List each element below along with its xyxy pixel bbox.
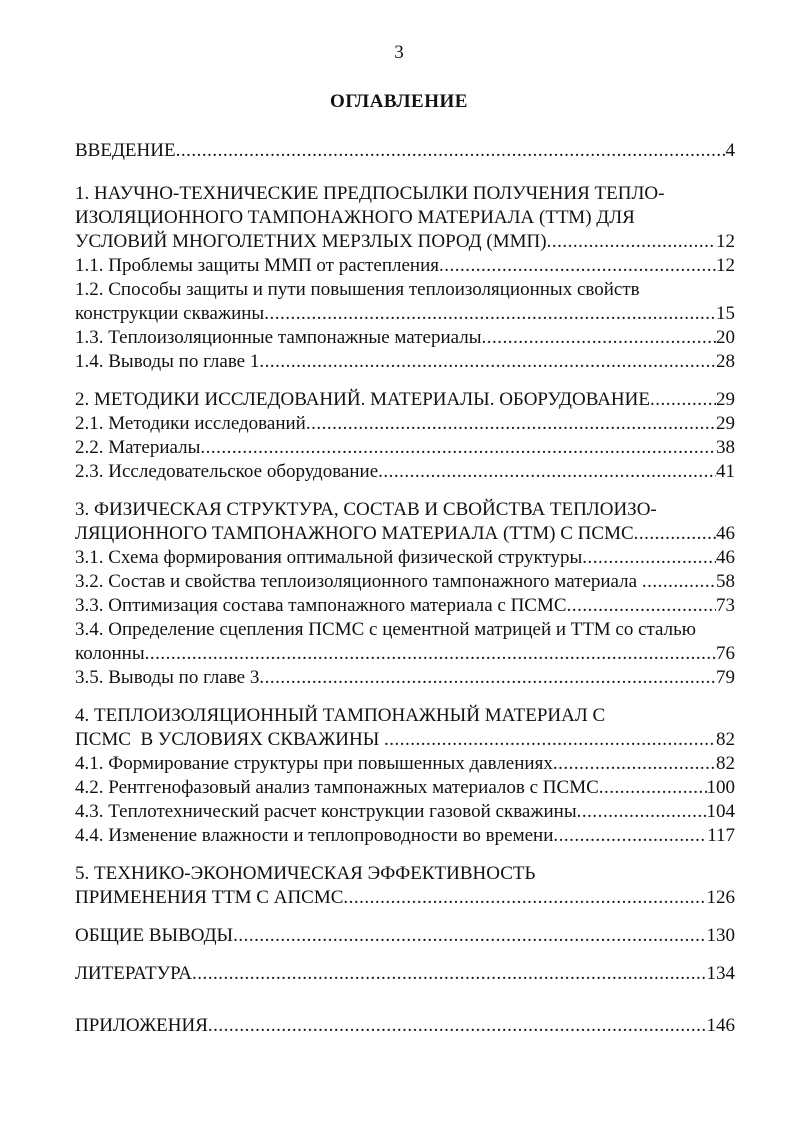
toc-heading-line (75, 618, 735, 642)
toc-entry-text: 2. МЕТОДИКИ ИССЛЕДОВАНИЙ. МАТЕРИАЛЫ. ОБОРУДОВАНИЕ (75, 389, 650, 410)
toc-entry (75, 436, 735, 460)
toc-page-number: 117 (707, 825, 735, 846)
page-number: 3 (394, 42, 404, 63)
toc-page-number: 100 (706, 777, 735, 798)
toc-page-number: 126 (706, 887, 735, 908)
dot-leader (264, 302, 716, 326)
toc-page-number: 4 (725, 140, 735, 161)
toc-entry (75, 254, 735, 278)
dot-leader (650, 388, 716, 412)
toc-entry-text: 3. ФИЗИЧЕСКАЯ СТРУКТУРА, СОСТАВ И СВОЙСТВА ТЕПЛОИЗО- (75, 499, 657, 520)
dot-leader (200, 436, 716, 460)
toc-entry (75, 388, 735, 412)
toc-entry-text: 3.2. Состав и свойства теплоизоляционного тампонажного материала (75, 571, 642, 592)
toc-page-number: 82 (716, 753, 735, 774)
dot-leader (259, 350, 716, 374)
toc-entry-text: 1.3. Теплоизоляционные тампонажные материалы (75, 327, 482, 348)
toc-entry-text: 2.3. Исследовательское оборудование (75, 461, 379, 482)
toc-entry-text: конструкции скважины (75, 303, 265, 324)
toc-entry (75, 326, 735, 350)
toc-entry (75, 642, 735, 666)
toc-entry (75, 546, 735, 570)
toc-entry-text: 1. НАУЧНО-ТЕХНИЧЕСКИЕ ПРЕДПОСЫЛКИ ПОЛУЧЕНИЯ ТЕПЛО- (75, 183, 665, 204)
toc-entry (75, 302, 735, 326)
toc-page-number: 20 (716, 327, 735, 348)
toc-entry-text: колонны (75, 643, 145, 664)
dot-leader (192, 962, 707, 986)
toc-page-number: 12 (716, 231, 735, 252)
toc-entry (75, 1014, 735, 1038)
dot-leader (634, 522, 716, 546)
toc-entry (75, 230, 735, 254)
toc-entry-text: УСЛОВИЙ МНОГОЛЕТНИХ МЕРЗЛЫХ ПОРОД (ММП) (75, 231, 547, 252)
toc-entry (75, 752, 735, 776)
toc-entry-text: 3.5. Выводы по главе 3 (75, 667, 260, 688)
toc-entry (75, 728, 735, 752)
toc-heading-line (75, 704, 735, 728)
toc-entry (75, 522, 735, 546)
toc-page-number: 76 (716, 643, 735, 664)
toc-entry (75, 412, 735, 436)
toc-entry-text: ИЗОЛЯЦИОННОГО ТАМПОНАЖНОГО МАТЕРИАЛА (ТТМ) ДЛЯ (75, 207, 635, 228)
toc-page-number: 28 (716, 351, 735, 372)
toc-page-number: 79 (716, 667, 735, 688)
toc-page-number: 73 (716, 595, 735, 616)
toc-entry-text: 4.1. Формирование структуры при повышенных давлениях (75, 753, 553, 774)
toc-entry-text: 4.4. Изменение влажности и теплопроводности во времени (75, 825, 554, 846)
toc-entry (75, 460, 735, 484)
toc-heading-line (75, 862, 735, 886)
dot-leader (306, 412, 716, 436)
toc-entry-text: 1.1. Проблемы защиты ММП от растепления (75, 255, 439, 276)
toc-entry-text: 4.2. Рентгенофазовый анализ тампонажных материалов с ПСМС (75, 777, 599, 798)
toc-page-number: 46 (716, 523, 735, 544)
dot-leader (577, 800, 707, 824)
dot-leader (378, 460, 716, 484)
toc-entry-text: 1.2. Способы защиты и пути повышения теплоизоляционных свойств (75, 279, 640, 300)
dot-leader (176, 139, 726, 163)
dot-leader (145, 642, 716, 666)
toc-entry-text: ПСМС В УСЛОВИЯХ СКВАЖИНЫ (75, 729, 385, 750)
toc-entry (75, 666, 735, 690)
toc-page-number: 146 (706, 1015, 735, 1036)
toc-entry (75, 886, 735, 910)
dot-leader (547, 230, 716, 254)
dot-leader (343, 886, 706, 910)
toc-entry-text: 1.4. Выводы по главе 1 (75, 351, 260, 372)
toc-entry-text: ПРИМЕНЕНИЯ ТТМ С АПСМС (75, 887, 344, 908)
toc-heading-line (75, 206, 735, 230)
dot-leader (481, 326, 716, 350)
toc-entry (75, 924, 735, 948)
toc-heading-line (75, 182, 735, 206)
toc-entry-text: 4. ТЕПЛОИЗОЛЯЦИОННЫЙ ТАМПОНАЖНЫЙ МАТЕРИАЛ С (75, 705, 606, 726)
toc-page-number: 29 (716, 389, 735, 410)
dot-leader (384, 728, 716, 752)
toc-entry (75, 962, 735, 986)
toc-entry (75, 824, 735, 848)
page-title: ОГЛАВЛЕНИЕ (330, 91, 468, 112)
toc-heading-line (75, 498, 735, 522)
toc-entry-text: 3.4. Определение сцепления ПСМС с цементной матрицей и ТТМ со сталью (75, 619, 696, 640)
toc-entry-text: ЛИТЕРАТУРА (75, 963, 192, 984)
toc-entry-text: 3.1. Схема формирования оптимальной физической структуры (75, 547, 583, 568)
toc-entry (75, 350, 735, 374)
toc-entry (75, 570, 735, 594)
toc-page-number: 46 (716, 547, 735, 568)
toc-entry-text: 3.3. Оптимизация состава тампонажного материала с ПСМС (75, 595, 567, 616)
toc-entry-text: ПРИЛОЖЕНИЯ (75, 1015, 208, 1036)
toc-page-number: 130 (706, 925, 735, 946)
toc-heading-line (75, 278, 735, 302)
toc-page-number: 134 (706, 963, 735, 984)
dot-leader (553, 752, 716, 776)
dot-leader (259, 666, 716, 690)
toc-page-number: 12 (716, 255, 735, 276)
toc-page-number: 104 (706, 801, 735, 822)
toc-entry (75, 594, 735, 618)
toc-entry-text: 4.3. Теплотехнический расчет конструкции газовой скважины (75, 801, 577, 822)
toc-entry-text: 2.2. Материалы (75, 437, 201, 458)
toc-page-number: 58 (716, 571, 735, 592)
toc-entry-text: ВВЕДЕНИЕ (75, 140, 176, 161)
dot-leader (642, 570, 716, 594)
toc-entry-text: ОБЩИЕ ВЫВОДЫ (75, 925, 234, 946)
toc-page-number: 38 (716, 437, 735, 458)
toc-page-number: 82 (716, 729, 735, 750)
toc-entry-text: 5. ТЕХНИКО-ЭКОНОМИЧЕСКАЯ ЭФФЕКТИВНОСТЬ (75, 863, 536, 884)
dot-leader (582, 546, 716, 570)
dot-leader (208, 1014, 707, 1038)
toc-entry (75, 800, 735, 824)
dot-leader (553, 824, 707, 848)
toc-entry (75, 139, 735, 163)
toc-entry (75, 776, 735, 800)
dot-leader (439, 254, 716, 278)
toc-entry-text: ЛЯЦИОННОГО ТАМПОНАЖНОГО МАТЕРИАЛА (ТТМ) С ПСМС (75, 523, 634, 544)
toc-page-number: 41 (716, 461, 735, 482)
dot-leader (233, 924, 706, 948)
toc-entry-text: 2.1. Методики исследований (75, 413, 306, 434)
toc-page-number: 15 (716, 303, 735, 324)
toc-page-number: 29 (716, 413, 735, 434)
dot-leader (599, 776, 707, 800)
dot-leader (567, 594, 716, 618)
